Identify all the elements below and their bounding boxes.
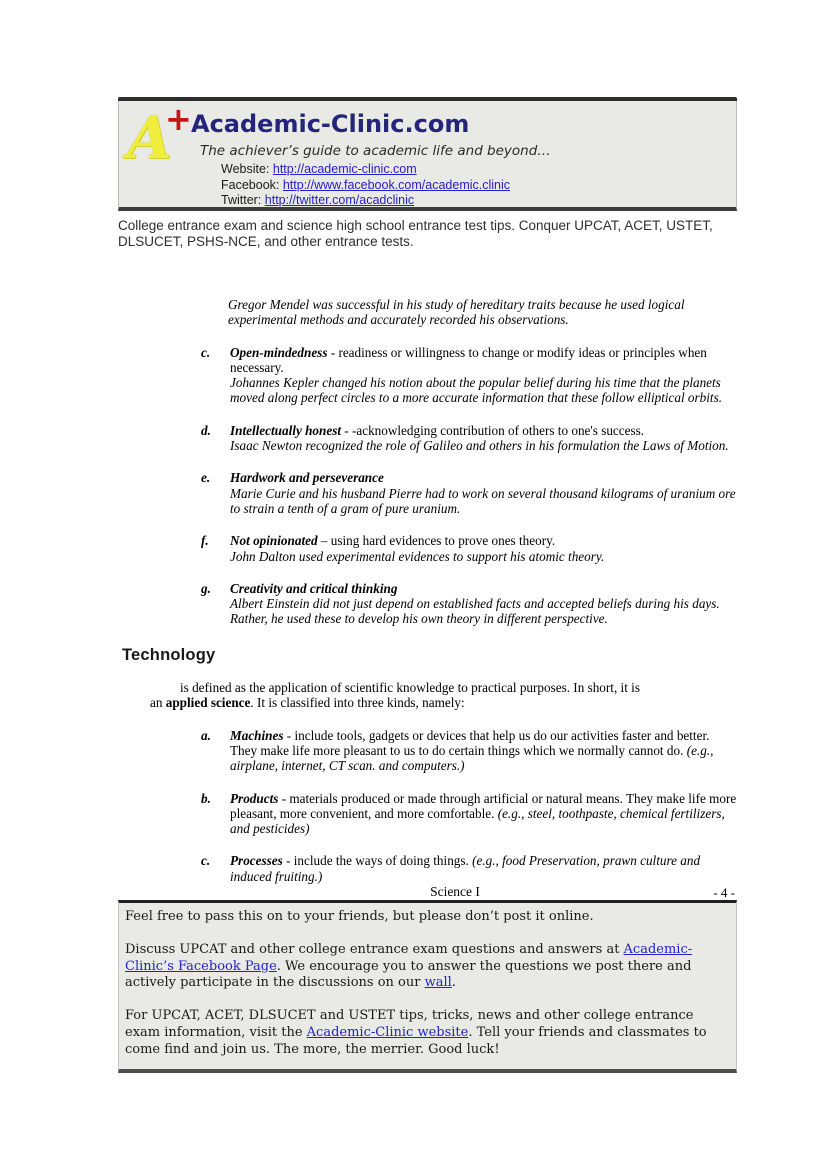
item-title: Products bbox=[230, 790, 279, 806]
item-example: (e.g., steel, toothpaste, chemical fertilizers, and pesticides) bbox=[230, 805, 725, 837]
item-body bbox=[230, 423, 737, 454]
item-title: Machines bbox=[230, 727, 284, 743]
item-title: Processes bbox=[230, 853, 283, 869]
academic-clinic-website-link[interactable]: Academic-Clinic website bbox=[306, 1025, 469, 1040]
facebook-label: Facebook: bbox=[221, 177, 283, 192]
item-body bbox=[230, 728, 737, 774]
list-item-open-mindedness bbox=[118, 345, 737, 406]
list-item-not-opinionated bbox=[118, 533, 737, 564]
item-title: Open-mindedness bbox=[230, 344, 328, 360]
item-example: John Dalton used experimental evidences to support his atomic theory. bbox=[230, 548, 605, 564]
item-example: Albert Einstein did not just depend on established facts and accepted beliefs during his days. Rather, he used these to develop his own theory in different perspective. bbox=[230, 596, 720, 627]
item-letter: b. bbox=[201, 790, 211, 806]
logo-plus-icon: + bbox=[165, 100, 192, 138]
wall-link[interactable]: wall bbox=[424, 975, 452, 991]
list-item-hardwork bbox=[118, 470, 737, 516]
para2-text-after: . bbox=[451, 975, 456, 991]
item-example: Marie Curie and his husband Pierre had to work on several thousand kilograms of uranium ore to strain a tenth of a gram of pure uranium. bbox=[230, 485, 736, 516]
notice-paragraph-3 bbox=[125, 1008, 728, 1058]
facebook-page-link[interactable]: Academic-Clinic’s Facebook Page bbox=[125, 941, 693, 974]
item-title: Creativity and critical thinking bbox=[230, 580, 398, 596]
item-letter: c. bbox=[201, 344, 211, 360]
twitter-label: Twitter: bbox=[221, 193, 265, 207]
item-letter: f. bbox=[201, 533, 209, 549]
list-item-products bbox=[118, 791, 737, 837]
item-definition: – using hard evidences to prove ones theory. bbox=[317, 533, 556, 549]
site-tagline: The achiever’s guide to academic life and beyond… bbox=[200, 143, 551, 159]
footer-notice-box bbox=[118, 900, 737, 1073]
item-body bbox=[230, 533, 737, 564]
website-label: Website: bbox=[221, 162, 273, 176]
page-number: - 4 - bbox=[713, 885, 735, 901]
item-definition: - include tools, gadgets or devices that help us do our activities faster and better. They make life more pleasant to us to do certain things which we normally cannot do. bbox=[230, 727, 710, 758]
site-header bbox=[118, 101, 737, 211]
item-definition: - -acknowledging contribution of others to one's success. bbox=[341, 422, 645, 438]
list-item-processes bbox=[118, 853, 737, 884]
logo-letter-a: A bbox=[127, 104, 173, 172]
site-title: Academic-Clinic.com bbox=[191, 110, 470, 138]
item-title: Hardwork and perseverance bbox=[230, 470, 384, 486]
item-letter: c. bbox=[201, 853, 211, 869]
course-label: Science I bbox=[430, 884, 480, 900]
notice-paragraph-2 bbox=[125, 942, 728, 992]
para2-text-middle: . We encourage you to answer the questions we post there and actively participate in the discussions on our bbox=[125, 958, 692, 991]
intro-line2-before: an bbox=[150, 695, 166, 711]
item-body bbox=[230, 581, 737, 627]
para3-text-after: . Tell your friends and classmates to come find and join us. The more, the merrier. Good luck! bbox=[125, 1025, 707, 1057]
item-title: Not opinionated bbox=[230, 533, 318, 549]
intro-line2-after: . It is classified into three kinds, namely: bbox=[250, 695, 465, 711]
intro-line2-bold: applied science bbox=[165, 695, 251, 711]
para2-text-before: Discuss UPCAT and other college entrance exam questions and answers at bbox=[125, 941, 624, 957]
item-example: Johannes Kepler changed his notion about the popular belief during his time that the planets moved along perfect circles to a more accurate information that these follow elliptical orbits. bbox=[230, 375, 723, 406]
item-definition: - readiness or willingness to change or modify ideas or principles when necessary. bbox=[230, 344, 707, 375]
document-body bbox=[118, 297, 737, 900]
item-definition: - materials produced or made through artificial or natural means. They make life more pleasant, more convenient, and more comfortable. bbox=[230, 790, 737, 821]
notice-paragraph-1: Feel free to pass this on to your friends, but please don’t post it online. bbox=[125, 909, 594, 925]
academic-clinic-logo bbox=[127, 100, 192, 177]
item-letter: d. bbox=[201, 422, 211, 438]
item-example: (e.g., airplane, internet, CT scan. and computers.) bbox=[230, 742, 714, 774]
item-letter: a. bbox=[201, 727, 211, 743]
item-body bbox=[230, 470, 737, 516]
list-item-creativity bbox=[118, 581, 737, 627]
page-footer-row bbox=[118, 884, 737, 900]
example-gregor-mendel: Gregor Mendel was successful in his study of hereditary traits because he used logical experimental methods and accurately recorded his observations. bbox=[228, 297, 685, 328]
header-text-block bbox=[191, 107, 551, 209]
technology-intro bbox=[150, 680, 730, 711]
website-link-row bbox=[221, 162, 551, 178]
item-example: (e.g., food Preservation, prawn culture and induced fruiting.) bbox=[230, 853, 701, 884]
twitter-link-row bbox=[221, 193, 551, 209]
facebook-link[interactable]: http://www.facebook.com/academic.clinic bbox=[282, 177, 511, 192]
facebook-link-row bbox=[221, 178, 551, 194]
item-example: Isaac Newton recognized the role of Galileo and others in his formulation the Laws of Motion. bbox=[230, 438, 729, 454]
twitter-link[interactable]: http://twitter.com/acadclinic bbox=[264, 193, 415, 207]
item-body bbox=[230, 853, 737, 884]
item-letter: g. bbox=[201, 580, 211, 596]
section-heading-technology: Technology bbox=[122, 645, 216, 664]
item-title: Intellectually honest bbox=[230, 422, 341, 438]
para3-text-before: For UPCAT, ACET, DLSUCET and USTET tips, tricks, news and other college entrance exam information, visit the bbox=[125, 1008, 694, 1040]
item-body bbox=[230, 791, 737, 837]
page-content bbox=[118, 97, 737, 1073]
list-item-machines bbox=[118, 728, 737, 774]
website-link[interactable]: http://academic-clinic.com bbox=[272, 162, 417, 176]
intro-line1: is defined as the application of scientific knowledge to practical purposes. In short, it is bbox=[180, 680, 640, 696]
item-body bbox=[230, 345, 737, 406]
item-definition: - include the ways of doing things. bbox=[282, 853, 473, 869]
site-description: College entrance exam and science high school entrance test tips. Conquer UPCAT, ACET, USTET, DLSUCET, PSHS-NCE, and other entrance tests. bbox=[118, 218, 713, 249]
list-item-intellectually-honest bbox=[118, 423, 737, 454]
header-links bbox=[221, 162, 551, 209]
item-letter: e. bbox=[201, 470, 211, 486]
